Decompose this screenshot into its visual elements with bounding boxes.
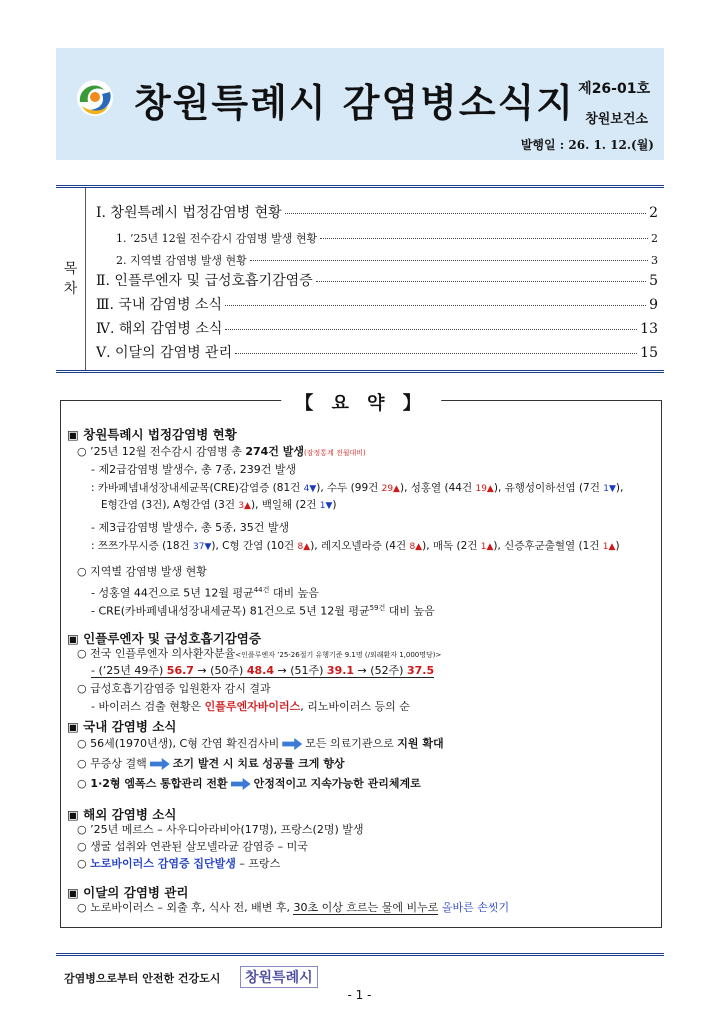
toc-label-char: 목 bbox=[63, 261, 78, 277]
toc-label-char: 차 bbox=[63, 281, 78, 297]
toc-item-page: 3 bbox=[651, 254, 658, 267]
section-heading: ▣ 이달의 감염병 관리 bbox=[67, 885, 189, 900]
arrow-icon bbox=[231, 778, 251, 790]
page-number: - 1 - bbox=[347, 988, 372, 1002]
toc-item[interactable] bbox=[96, 342, 658, 362]
arrow-icon bbox=[282, 738, 302, 750]
issue-number: 제26-01호 bbox=[578, 81, 650, 97]
summary-line: - 성홍열 44건으로 5년 12월 평균$^{44건}$ 대비 높음 bbox=[91, 586, 319, 600]
summary-line: ○ ’25년 12월 전수감시 감염병 총 274건 발생(잠정통계 전월대비) bbox=[77, 445, 366, 458]
bottom-divider bbox=[56, 953, 664, 956]
toc-item[interactable] bbox=[96, 294, 658, 314]
toc-item-page: 13 bbox=[640, 321, 658, 337]
toc-item-page: 2 bbox=[651, 232, 658, 245]
summary-line: ○ 전국 인플루엔자 의사환자분율<인플루엔자 ’25-26절기 유행기준 9.1명 (/외래환자 1,000명당)> bbox=[77, 647, 442, 660]
toc-item-text: 2. 지역별 감염병 발생 현황 bbox=[116, 254, 247, 267]
toc-item-text: Ⅱ. 인플루엔자 및 급성호흡기감염증 bbox=[96, 273, 313, 289]
summary-line: : 카바페넴내성장내세균목(CRE)감염증 (81건 4▼), 수두 (99건 29▲), 성홍열 (44건 19▲), 유행성이하선염 (7건 1▼), bbox=[91, 482, 624, 494]
arrow-icon bbox=[150, 758, 170, 770]
summary-line: ○ ’25년 메르스 – 사우디아라비아(17명), 프랑스(2명) 발생 bbox=[77, 823, 364, 836]
summary-line: - 제3급감염병 발생수, 총 5종, 35건 발생 bbox=[91, 521, 290, 534]
summary-line: ○ 노로바이러스 – 외출 후, 식사 전, 배변 후, 30초 이상 흐르는 물에 비누로 올바른 손씻기 bbox=[77, 901, 510, 914]
toc-item[interactable] bbox=[96, 318, 658, 338]
section-heading: ▣ 인플루엔자 및 급성호흡기감염증 bbox=[67, 631, 261, 646]
toc-item[interactable] bbox=[96, 270, 658, 290]
summary-line: - (’25년 49주) 56.7 → (50주) 48.4 → (51주) 39.1 → (52주) 37.5 bbox=[91, 664, 435, 677]
summary-line: ○ 급성호흡기감염증 입원환자 감시 결과 bbox=[77, 682, 271, 695]
summary-line: ○ 1·2형 엠폭스 통합관리 전환 안정적이고 지속가능한 관리체계로 bbox=[77, 777, 421, 790]
footer-logo: 창원특례시 bbox=[240, 966, 318, 988]
toc-item[interactable] bbox=[96, 252, 658, 268]
toc-item[interactable] bbox=[96, 202, 658, 222]
summary-line: ○ 노로바이러스 감염증 집단발생 – 프랑스 bbox=[77, 857, 281, 870]
summary-line: : 쯔쯔가무시증 (18건 37▼), C형 간염 (10건 8▲), 레지오넬라증 (4건 8▲), 매독 (2건 1▲), 신증후군출혈열 (1건 1▲) bbox=[91, 540, 620, 552]
toc-item[interactable] bbox=[96, 230, 658, 246]
table-of-contents bbox=[56, 185, 664, 373]
toc-item-text: Ⅴ. 이달의 감염병 관리 bbox=[96, 345, 233, 361]
toc-item-text: Ⅲ. 국내 감염병 소식 bbox=[96, 297, 222, 313]
toc-item-page: 15 bbox=[640, 345, 658, 361]
summary-line: ○ 무증상 결핵 조기 발견 시 치료 성공률 크게 향상 bbox=[77, 757, 345, 770]
section-heading: ▣ 해외 감염병 소식 bbox=[67, 807, 177, 822]
summary-line: E형간염 (3건), A형간염 (3건 3▲), 백일해 (2건 1▼) bbox=[101, 499, 337, 511]
footer-slogan: 감염병으로부터 안전한 건강도시 bbox=[64, 972, 221, 985]
header-banner bbox=[56, 48, 664, 160]
toc-item-page: 9 bbox=[649, 297, 658, 313]
summary-line: ○ 생굴 섭취와 연관된 살모넬라균 감염증 – 미국 bbox=[77, 840, 308, 853]
summary-line: ○ 56세(1970년생), C형 간염 확진검사비 모든 의료기관으로 지원 확대 bbox=[77, 737, 444, 750]
toc-item-text: 1. ’25년 12월 전수감시 감염병 발생 현황 bbox=[116, 232, 318, 245]
summary-line: - CRE(카바페넴내성장내세균목) 81건으로 5년 12월 평균$^{59건}$ 대비 높음 bbox=[91, 604, 435, 618]
toc-item-page: 2 bbox=[649, 205, 658, 221]
summary-line: - 제2급감염병 발생수, 총 7종, 239건 발생 bbox=[91, 463, 297, 476]
newsletter-title: 창원특례시 감염병소식지 bbox=[134, 81, 576, 125]
toc-item-text: Ⅰ. 창원특례시 법정감염병 현황 bbox=[96, 205, 282, 221]
publisher-name: 창원보건소 bbox=[585, 112, 648, 127]
toc-label bbox=[56, 188, 86, 370]
publish-date: 발행일 : 26. 1. 12.(월) bbox=[520, 138, 654, 152]
toc-item-text: Ⅳ. 해외 감염병 소식 bbox=[96, 321, 223, 337]
city-logo-icon bbox=[70, 76, 120, 120]
summary-title: 【 요 약 】 bbox=[281, 389, 441, 415]
section-heading: ▣ 국내 감염병 소식 bbox=[67, 719, 177, 734]
section-heading: ▣ 창원특례시 법정감염병 현황 bbox=[67, 427, 237, 442]
summary-line: ○ 지역별 감염병 발생 현황 bbox=[77, 565, 207, 578]
summary-box bbox=[60, 393, 662, 928]
toc-item-page: 5 bbox=[649, 273, 658, 289]
summary-line: - 바이러스 검출 현황은 인플루엔자바이러스, 리노바이러스 등의 순 bbox=[91, 700, 410, 713]
